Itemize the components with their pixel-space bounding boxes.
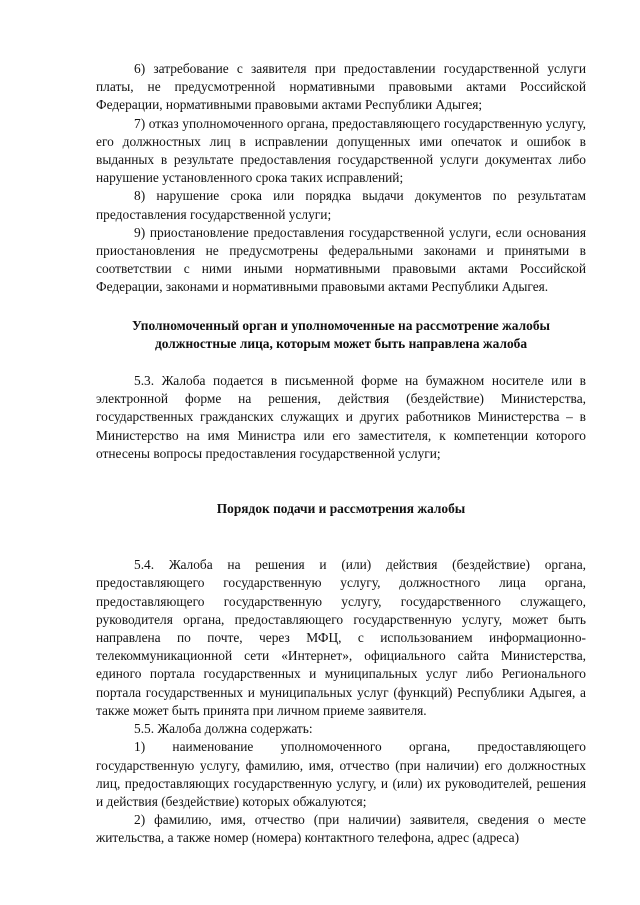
section-heading-authorized-body: Уполномоченный орган и уполномоченные на рассмотрение жалобы должностные лица, которым может быть направлена жалоба [132,317,550,351]
paragraph-item-7: 7) отказ уполномоченного органа, предоставляющего государственную услугу, его должностных лиц в исправлении допущенных ими опечаток и ошибок в выданных в результате предоставления государственной услуги документах либо нарушение установленного срока таких исправлений; [96,115,586,186]
paragraph-5-5-item-1: 1) наименование уполномоченного органа, предоставляющего государственную услугу, фамилию, имя, отчество (при наличии) его должностных лиц, предоставляющих государственную услугу, и (или) их руководителей, решения и действия (бездействие) которых обжалуются; [96,739,586,809]
paragraph-5-5-item-2: 2) фамилию, имя, отчество (при наличии) заявителя, сведения о месте жительства, а также номер (номера) контактного телефона, адрес (адреса) [96,812,586,846]
paragraph-5-5: 5.5. Жалоба должна содержать: [134,721,313,737]
section-heading-complaint-procedure: Порядок подачи и рассмотрения жалобы [216,501,466,517]
paragraph-5-4: 5.4. Жалоба на решения и (или) действия (бездействие) органа, предоставляющего государственную услугу, должностного лица органа, предоставляющего государственную услугу, государственного служащего, руководителя органа, предоставляющего государственную услугу, может быть направлена по почте, через МФЦ, с использованием информационно-телекоммуникационной сети «Интернет», официального сайта Министерства, единого портала государственных и муниципальных услуг либо Регионального портала государственных и муниципальных услуг (функций) Республики Адыгея, а также может быть принята при личном приеме заявителя. [96,557,586,718]
document-page [96,60,586,848]
paragraph-item-9: 9) приостановление предоставления государственной услуги, если основания приостановления не предусмотрены федеральными законами и принятыми в соответствии с ними иными нормативными правовыми актами Российской Федерации, законами и нормативными правовыми актами Республики Адыгея. [96,224,586,295]
paragraph-item-8: 8) нарушение срока или порядка выдачи документов по результатам предоставления государственной услуги; [96,188,586,222]
paragraph-5-3: 5.3. Жалоба подается в письменной форме на бумажном носителе или в электронной форме на решения, действия (бездействие) Министерства, государственных гражданских служащих и других работников Министерства – в Министерство на имя Министра или его заместителя, к компетенции которого отнесены вопросы предоставления государственной услуги; [96,373,586,461]
paragraph-item-6: 6) затребование с заявителя при предоставлении государственной услуги платы, не предусмотренной нормативными правовыми актами Российской Федерации, нормативными правовыми актами Республики Адыгея; [96,61,586,113]
